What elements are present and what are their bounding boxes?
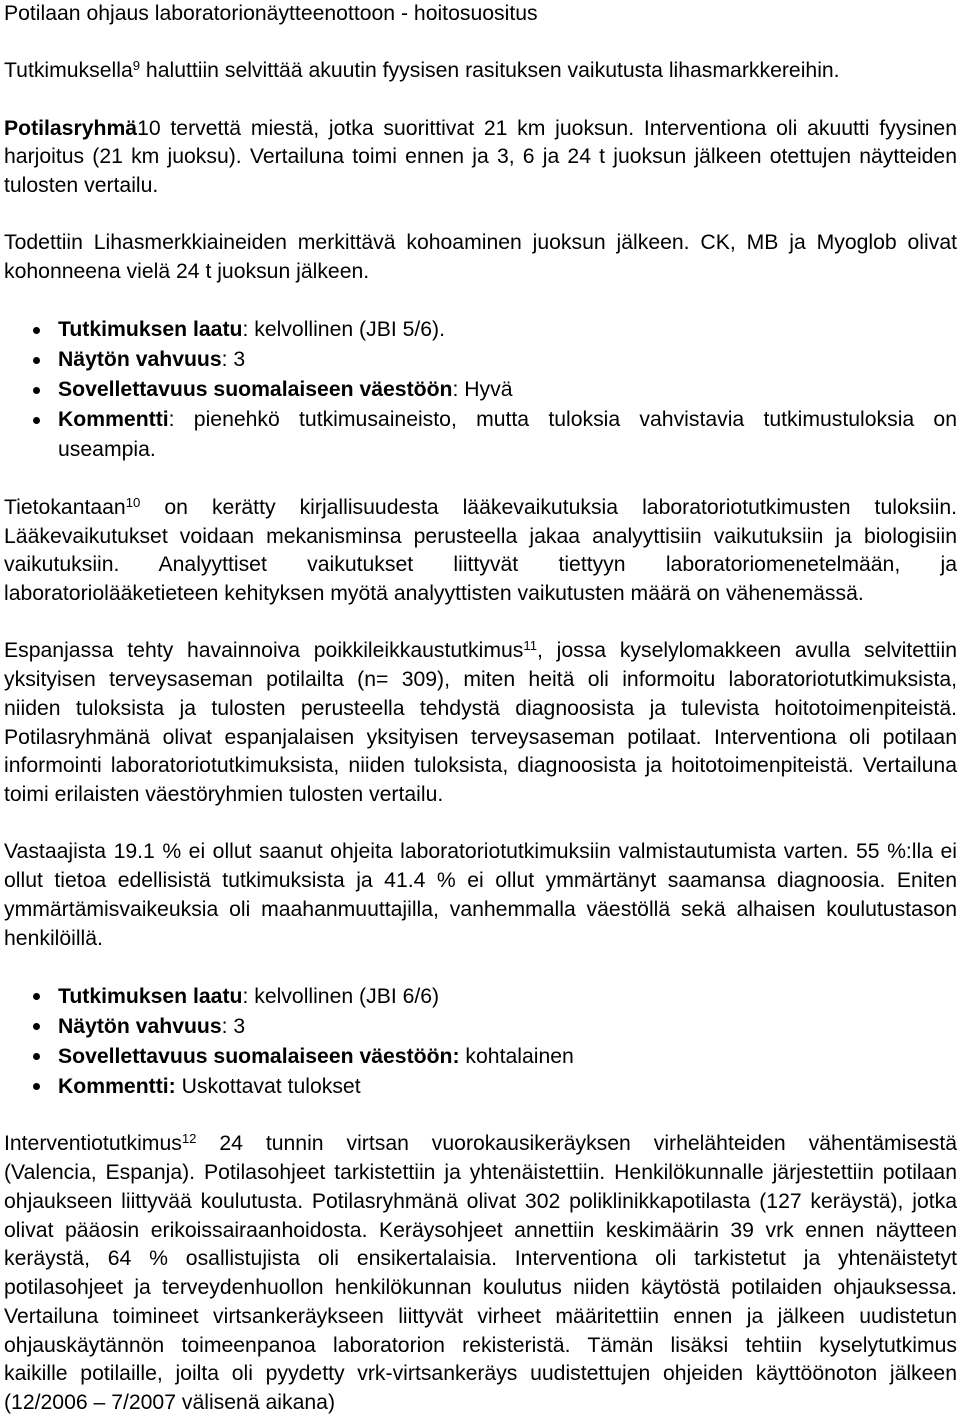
bullet-icon <box>33 327 40 334</box>
text-line <box>4 1303 957 1332</box>
text-run: olivat pääosin erikoissairaanhoidosta. Keräysohjeet annettiin keskimäärin 39 vrk ennen näytteen <box>4 1218 957 1242</box>
text-run: useampia. <box>58 438 156 462</box>
text-run: toimi erilaisten väestöryhmien tulosten vertailu. <box>4 783 444 806</box>
text-line <box>4 752 957 781</box>
bullet-item <box>4 1012 957 1042</box>
text-run: Todettiin Lihasmerkkiaineiden merkittävä kohoaminen juoksun jälkeen. CK, MB ja Myoglob olivat <box>4 231 957 255</box>
text-run: Vastaajista 19.1 % ei ollut saanut ohjeita laboratoriotutkimuksiin valmistautumista varten. 55 %:lla ei <box>4 840 957 864</box>
paragraph <box>4 115 957 201</box>
text-line <box>4 1360 957 1389</box>
text-line <box>58 1072 957 1102</box>
text-line <box>4 143 957 172</box>
text-line <box>58 405 957 435</box>
text-run: laboratoriolääketieteen kehityksen myötä analyyttisten vaikutusten määrä on vähenemässä. <box>4 582 864 605</box>
text-line <box>4 57 957 86</box>
footnote-ref: 9 <box>132 58 141 74</box>
text-line <box>4 724 957 753</box>
bullet-item <box>4 405 957 465</box>
text-line <box>4 551 957 580</box>
text-run: harjoitus (21 km juoksu). Vertailuna toimi ennen ja 3, 6 ja 24 t juoksun jälkeen otettujen näytteiden <box>4 145 957 169</box>
text-line <box>58 1012 957 1042</box>
document-title: Potilaan ohjaus laboratorionäytteenottoon - hoitosuositus <box>4 2 538 25</box>
paragraph <box>4 637 957 810</box>
text-line <box>4 1332 957 1361</box>
text-line <box>58 982 957 1012</box>
text-run: 24 tunnin virtsan vuorokausikeräyksen virhelähteiden vähentämisestä <box>196 1132 957 1156</box>
text-line <box>4 666 957 695</box>
text-line <box>4 1188 957 1217</box>
bold-label: Sovellettavuus suomalaiseen väestöön <box>58 378 453 402</box>
text-line <box>58 435 957 465</box>
text-line <box>58 315 957 345</box>
text-run: henkilöillä. <box>4 926 103 950</box>
text-run: (Valencia, Espanja). Potilasohjeet tarkistettiin ja yhtenäistettiin. Henkilökunnalle järjestettiin potilaan <box>4 1161 957 1184</box>
text-line <box>4 1217 957 1246</box>
bullet-icon <box>33 417 40 424</box>
paragraph <box>4 838 957 953</box>
text-run: keräystä, 64 % osallistujista oli ensikertalaisia. Interventiona oli tarkistetut ja yhtenäistetyt <box>4 1247 957 1271</box>
bullet-item <box>4 345 957 375</box>
text-run: vaikutuksiin. Analyyttiset vaikutukset liittyvät tiettyyn laboratoriomenetelmään, ja <box>4 553 957 577</box>
bullet-list <box>4 315 957 465</box>
text-run: Tietokantaan <box>4 495 126 519</box>
text-run: Lääkevaikutukset voidaan mekanisminsa perusteella jakaa analyyttisiin vaikutuksiin ja biologisiin <box>4 524 957 548</box>
text-run: ohjaukseen liittyvää koulutusta. Potilasryhmänä olivat 302 poliklinikkapotilasta (127 keräystä), jotka <box>4 1189 957 1213</box>
text-run: kohtalainen <box>459 1044 574 1068</box>
bullet-icon <box>33 387 40 394</box>
text-line <box>4 494 957 523</box>
bold-label: Potilasryhmä <box>4 116 138 140</box>
text-line <box>4 925 957 954</box>
text-run: niiden tuloksista ja tulosten perusteella tehdystä diagnoosista ja tulevista hoitotoimenpiteistä. <box>4 696 957 720</box>
text-run: tulosten vertailu. <box>4 174 159 197</box>
text-run: Potilasryhmänä olivat espanjalaisen yksityisen terveysaseman potilaat. Interventiona oli potilaan <box>4 725 957 749</box>
text-run: Interventiotutkimus <box>4 1132 182 1156</box>
text-run: , jossa kyselylomakkeen avulla selvitettiin <box>537 639 957 663</box>
bullet-item <box>4 375 957 405</box>
bullet-item <box>4 982 957 1012</box>
text-line <box>4 580 957 609</box>
document-body <box>4 57 957 1418</box>
bullet-item <box>4 1072 957 1102</box>
text-line <box>4 258 957 287</box>
text-run: : 3 <box>221 348 246 372</box>
bold-label: Kommentti: <box>58 1074 176 1098</box>
text-run: : kelvollinen (JBI 5/6). <box>242 318 445 342</box>
bullet-list <box>4 982 957 1102</box>
bold-label: Kommentti <box>58 408 169 432</box>
text-run: : 3 <box>221 1014 246 1038</box>
text-line <box>4 172 957 201</box>
bullet-icon <box>33 1053 40 1060</box>
footnote-ref: 11 <box>523 638 537 654</box>
text-line <box>4 229 957 258</box>
text-run: ymmärtämisvaikeuksia oli maahanmuuttajilla, vanhemmalla väestöllä sekä alhaisen koulutustason <box>4 897 957 921</box>
text-run: informointi laboratoriotutkimuksista, niiden tuloksista, diagnoosista ja hoitotoimenpiteistä. Vertailuna <box>4 754 957 778</box>
text-line <box>4 1389 957 1418</box>
text-line <box>4 115 957 144</box>
bullet-icon <box>33 357 40 364</box>
paragraph <box>4 229 957 287</box>
text-line <box>4 867 957 896</box>
paragraph <box>4 494 957 609</box>
bullet-icon <box>33 1083 40 1090</box>
text-run: Uskottavat tulokset <box>175 1074 361 1098</box>
text-line <box>4 523 957 552</box>
text-line <box>4 695 957 724</box>
text-line <box>4 838 957 867</box>
text-line <box>4 1159 957 1188</box>
text-run: : kelvollinen (JBI 6/6) <box>242 984 440 1008</box>
text-run: Vertailuna toimineet virtsankeräykseen liittyvät virheet määritettiin ennen ja jälkeen uudistetun <box>4 1304 957 1328</box>
text-run: on kerätty kirjallisuudesta lääkevaikutuksia laboratoriotutkimusten tuloksiin. <box>140 495 957 519</box>
text-run: ollut tietoa edellisistä tutkimuksista ja 41.4 % ei ollut ymmärtänyt saamansa diagnoosia. Eniten <box>4 869 957 892</box>
text-run: Espanjassa tehty havainnoiva poikkileikkaustutkimus <box>4 639 524 663</box>
text-run: : Hyvä <box>452 378 513 402</box>
bullet-icon <box>33 993 40 1000</box>
text-run: kohonneena vielä 24 t juoksun jälkeen. <box>4 260 370 283</box>
text-line <box>58 1042 957 1072</box>
text-line <box>58 375 957 405</box>
text-run: ohjauskäytännön toimeenpanoa laboratorion rekisteristä. Tämän lisäksi tehtiin kyselytutkimus <box>4 1333 957 1357</box>
document-page <box>4 0 957 1418</box>
text-run: : pienehkö tutkimusaineisto, mutta tuloksia vahvistavia tutkimustuloksia on <box>168 408 957 432</box>
footnote-ref: 12 <box>181 1131 197 1147</box>
bold-label: Näytön vahvuus <box>58 348 222 372</box>
text-run: potilasohjeet ja terveydenhuollon henkilökunnan koulutus niiden käytöstä potilaiden ohjauksessa. <box>4 1276 957 1299</box>
bold-label: Sovellettavuus suomalaiseen väestöön: <box>58 1044 460 1068</box>
bold-label: Tutkimuksen laatu <box>58 984 243 1008</box>
bullet-icon <box>33 1023 40 1030</box>
paragraph <box>4 1130 957 1418</box>
bullet-item <box>4 315 957 345</box>
text-run: 10 tervettä miestä, jotka suorittivat 21 km juoksun. Interventiona oli akuutti fyysinen <box>137 116 957 140</box>
text-line <box>4 896 957 925</box>
text-line <box>4 1274 957 1303</box>
text-line <box>4 1130 957 1159</box>
text-run: Tutkimuksella <box>4 59 133 83</box>
text-line <box>58 345 957 375</box>
bold-label: Näytön vahvuus <box>58 1014 222 1038</box>
text-run: kaikille potilaille, joilta oli pyydetty vrk-virtsankeräys uudistettujen ohjeiden käyttöönoton jälkeen <box>4 1362 957 1386</box>
bullet-item <box>4 1042 957 1072</box>
text-run: haluttiin selvittää akuutin fyysisen rasituksen vaikutusta lihasmarkkereihin. <box>140 59 840 83</box>
text-run: yksityisen terveysaseman potilailta (n= 309), miten heitä oli informoitu laboratoriotutkimuksista, <box>4 668 957 691</box>
text-line <box>4 781 957 810</box>
text-run: (12/2006 – 7/2007 välisenä aikana) <box>4 1391 336 1414</box>
bold-label: Tutkimuksen laatu <box>58 318 243 342</box>
footnote-ref: 10 <box>125 494 141 510</box>
text-line <box>4 637 957 666</box>
text-line <box>4 1245 957 1274</box>
paragraph <box>4 57 957 86</box>
